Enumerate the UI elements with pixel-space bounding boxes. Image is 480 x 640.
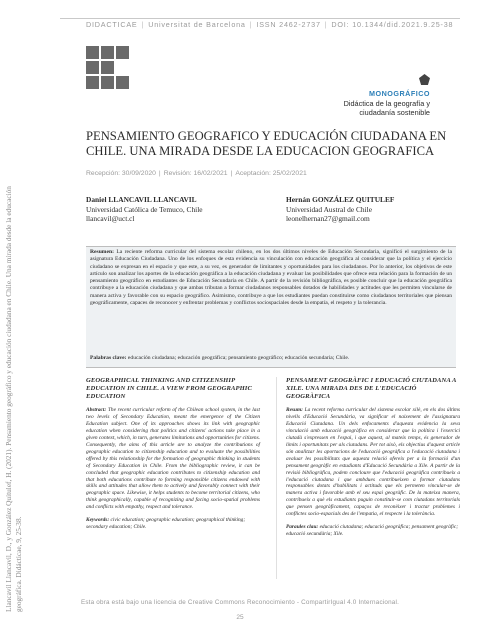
section-subtitle-line2: ciudadanía sostenible bbox=[359, 108, 430, 118]
journal-issn: ISSN 2462-2737 bbox=[256, 20, 321, 29]
english-abstract bbox=[86, 407, 260, 511]
english-title: GEOGRAPHICAL THINKING AND CITIZENSHIP EDUCATION IN CHILE. A VIEW FROM GEOGRAPHIC EDUCATION bbox=[86, 377, 252, 400]
section-label: MONOGRÁFICO bbox=[369, 89, 430, 98]
keywords-label: Keywords: bbox=[86, 517, 110, 524]
author-affiliation: Universidad Austral de Chile bbox=[286, 204, 373, 214]
article-title: PENSAMIENTO GEOGRAFICO Y EDUCACIÓN CIUDADANA EN CHILE. UNA MIRADA DESDE LA EDUCACION GEOGRAFICA bbox=[86, 129, 447, 158]
english-keywords bbox=[86, 517, 260, 531]
abstract-text: The recent curricular reform of the Chilean school system, in the last two levels of Secondary Education, meant the emergence of the Citizen Education subject. One of its approaches shows its link with geographic education when considering that politics and citizens' actions take place in a given context, which, in turn, generates limitations and opportunities for citizens. Consequently, the aims of this article are to analyze the contributions of geographic education to citizenship education and to evaluate the possibilities offered by this relationship for the formation of geographic thinking in students of Secondary Education in Chile. From the bibliographic review, it can be concluded that geographic education contributes to citizenship education and that both educations contribute to forming responsible citizens endowed with skills and attitudes that allow them to actively and favorably connect with their geographic space. Likewise, it helps students to become territorial citizens, who think geographically, capable of recognizing and facing socio-spatial problems and conflicts with empathy, respect and tolerance. bbox=[86, 407, 260, 511]
catalan-abstract-column bbox=[286, 377, 460, 538]
journal-university: Universitat de Barcelona bbox=[148, 20, 246, 29]
column-divider bbox=[276, 377, 277, 579]
english-abstract-column bbox=[86, 377, 260, 531]
section-subtitle-line1: Didáctica de la geografía y bbox=[343, 99, 430, 108]
keywords-text: civic education; geographic education; geographical thinking; secondary education; Chile. bbox=[86, 517, 246, 531]
pentagon-icon bbox=[419, 74, 430, 85]
author-name: Daniel LLANCAVIL LLANCAVIL bbox=[86, 195, 197, 204]
section-subtitle bbox=[290, 99, 430, 118]
journal-doi[interactable]: DOI: 10.1344/did.2021.9.25-38 bbox=[331, 20, 454, 29]
top-rule bbox=[60, 18, 460, 19]
article-dates: Recepción: 30/09/2020 | Revisión: 16/02/2021 | Aceptación: 25/02/2021 bbox=[86, 170, 307, 177]
side-citation: Llancavil Llancavil, D., y González Quitulef, H. (2021). Pensamiento geográfico y educación ciudadana en Chile. Una mirada desde la educación geográfica. Didácticae, 9, 25-38. bbox=[4, 186, 23, 612]
palabras-clave-text: educación ciudadana; educación geográfica; pensamiento geográfico; educación secundaria; Chile. bbox=[127, 355, 350, 361]
author-block bbox=[286, 195, 456, 224]
resum-label: Resum: bbox=[286, 407, 303, 413]
license-notice[interactable]: Esta obra está bajo una licencia de Creative Commons Reconocimiento - CompartirIgual 4.0 Internacional. bbox=[80, 599, 400, 606]
catalan-title: PENSAMENT GEOGRÀFIC I EDUCACIÓ CIUTADANA A XILE. UNA MIRADA DES DE L'EDUCACIÓ GEOGRÀFICA bbox=[286, 377, 457, 400]
revised-date: Revisión: 16/02/2021 bbox=[163, 170, 228, 177]
journal-name: DIDACTICAE bbox=[86, 20, 138, 29]
grid-logo-icon bbox=[86, 46, 130, 90]
abstract-label: Abstract: bbox=[86, 407, 107, 413]
catalan-abstract bbox=[286, 407, 460, 518]
journal-header: DIDACTICAE | Universitat de Barcelona | ISSN 2462-2737 | DOI: 10.1344/did.2021.9.25-38 bbox=[86, 20, 454, 29]
palabras-clave-label: Palabras clave: bbox=[90, 355, 127, 361]
resum-text: La recent reforma curricular del sistema escolar xilè, en els dos últims nivells d'Educació Secundària, va significar el naixement de l'assignatura Educació Ciutadana. Un dels enfocaments d'aquesta evidencia la seva vinculació amb educació geogràfica en considerar que la política i l'exercici ciutadà s'expressen en l'espai, i que aquest, al mateix temps, és generador de límits i oportunitats per als ciutadans. Per tot això, els objectius d'aquest article són analitzar les aportacions de l'educació geogràfica a l'educació ciutadana i avaluar les possibilitats que aquesta relació ofereix per a la formació d'un pensament geogràfic en estudiants d'Educació Secundària a Xile. A partir de la revisió bibliogràfica, podem concloure que l'educació geogràfica contribueix a l'educació ciutadana i que ambdues contribueixen a formar ciutadans responsables dotats d'habilitats i actituds que els permeten vincular-se de manera activa i favorable amb el seu espai geogràfic. De la mateixa manera, contribueix a què els estudiants puguin constituir-se com ciutadans territorials que pensen geogràficament, capaços de reconèixer i tractar problemes i conflictes socio-espacials des de l'empatia, el respecte i la tolerància. bbox=[286, 407, 460, 518]
catalan-keywords bbox=[286, 524, 460, 538]
author-block bbox=[86, 195, 271, 224]
accepted-date: Aceptación: 25/02/2021 bbox=[235, 170, 307, 177]
resumen-label: Resumen: bbox=[90, 249, 114, 255]
page-number: 25 bbox=[236, 614, 244, 621]
paraules-clau-label: Paraules clau: bbox=[286, 524, 319, 531]
author-affiliation: Universidad Católica de Temuco, Chile bbox=[86, 204, 203, 214]
author-email[interactable]: leonelhernan27@gmail.com bbox=[286, 214, 370, 224]
paraules-clau-text: educació ciutadana; educació geogràfica; pensament geogràfic; educació secundària; Xile. bbox=[286, 524, 459, 538]
author-name: Hernán GONZÁLEZ QUITULEF bbox=[286, 195, 395, 204]
palabras-clave bbox=[90, 355, 452, 362]
received-date: Recepción: 30/09/2020 bbox=[86, 170, 156, 177]
resumen-paragraph bbox=[90, 249, 452, 307]
author-email[interactable]: llancavil@uct.cl bbox=[86, 214, 135, 224]
resumen-text: La reciente reforma curricular del sistema escolar chileno, en los dos últimos niveles de Educación Secundaria, significó el surgimiento de la asignatura Educación Ciudadana. Uno de los enfoques de esta evidencia su vinculación con educación geográfica al considerar que la política y el ejercicio ciudadano se expresan en el espacio y que este, a su vez, es generador de limitantes y oportunidades para los ciudadanos. Por lo anterior, los objetivos de este artículo son analizar los aportes de la educación geográfica a la educación ciudadana y evaluar las posibilidades que ofrece esta relación para la formación de un pensamiento geográfico en estudiantes de Educación Secundaria en Chile. A partir de la revisión bibliográfica, es posible concluir que la educación geográfica contribuye a la educación ciudadana y que ambas tributan a formar ciudadanos responsables dotados de habilidades y actitudes que les permiten vincularse de manera activa y favorable con su espacio geográfico. Asimismo, contribuye a que los estudiantes puedan constituirse como ciudadanos territoriales que piensan geográficamente, capaces de reconocer y enfrentar problemas y conflictos sociospaciales desde la empatía, el respeto y la tolerancia. bbox=[90, 249, 452, 307]
